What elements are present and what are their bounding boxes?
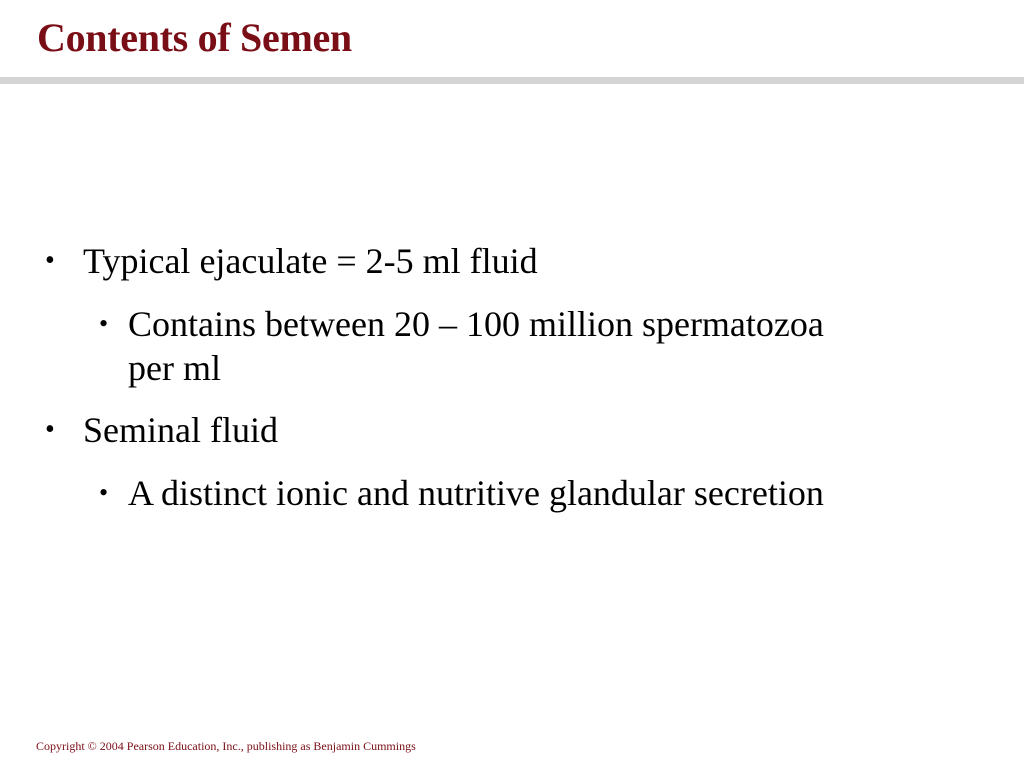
title-divider [0, 77, 1024, 84]
bullet-glyph: • [45, 245, 55, 276]
bullet-ejaculate-volume [0, 239, 1024, 283]
slide-body [0, 239, 1024, 533]
bullet-glyph: • [99, 478, 109, 507]
sub-bullet-text: Contains between 20 – 100 million spermatozoa per ml [128, 304, 824, 388]
sub-bullet-text: A distinct ionic and nutritive glandular secretion [128, 473, 824, 513]
bullet-seminal-fluid [0, 408, 1024, 452]
slide-title: Contents of Semen [37, 15, 352, 60]
bullet-text: Typical ejaculate = 2-5 ml fluid [83, 241, 538, 281]
bullet-glyph: • [45, 414, 55, 445]
bullet-text: Seminal fluid [83, 410, 278, 450]
copyright-footer: Copyright © 2004 Pearson Education, Inc., publishing as Benjamin Cummings [36, 739, 416, 753]
sub-bullet-sperm-count [0, 302, 1024, 390]
sub-bullet-secretion [0, 471, 1024, 515]
bullet-glyph: • [99, 309, 109, 338]
